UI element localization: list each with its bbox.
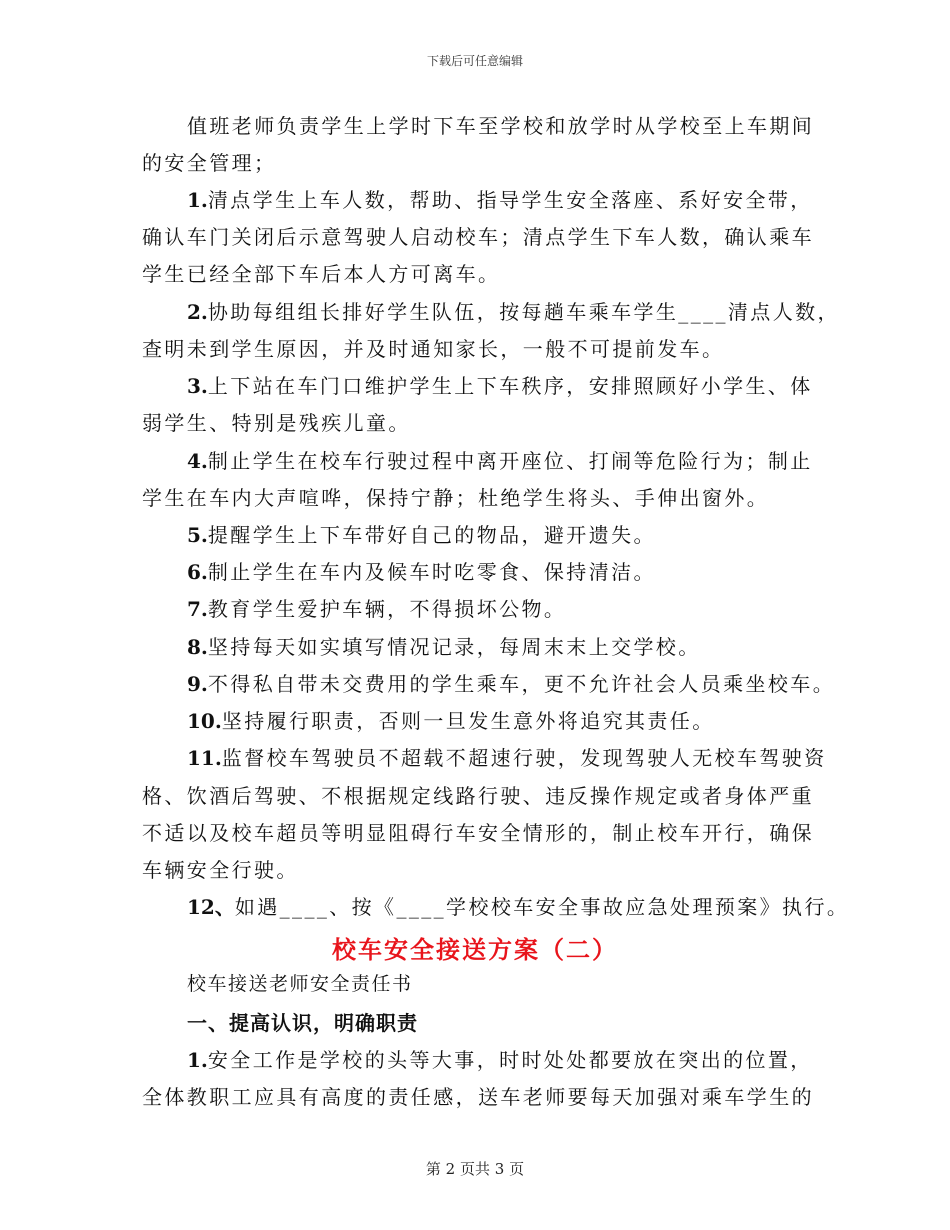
item-text: 坚持每天如实填写情况记录，每周末末上交学校。 — [207, 635, 701, 659]
paragraph-line: 不适以及校车超员等明显阻碍行车安全情形的，制止校车开行，确保 — [142, 821, 814, 845]
list-item-9 — [187, 672, 835, 696]
item-number: 9. — [187, 672, 208, 696]
item-text: 清点学生上车人数，帮助、指导学生安全落座、系好安全带， — [207, 188, 813, 212]
item-text: 安全工作是学校的头等大事，时时处处都要放在突出的位置， — [207, 1048, 813, 1072]
list-item-8 — [187, 635, 701, 659]
list-item-1 — [187, 188, 813, 212]
item-number: 3. — [187, 374, 208, 398]
paragraph-line: 查明未到学生原因，并及时通知家长，一般不可提前发车。 — [142, 337, 725, 361]
paragraph-line: 全体教职工应具有高度的责任感，送车老师要每天加强对乘车学生的 — [142, 1085, 814, 1109]
item-number: 7. — [187, 597, 208, 621]
page-header: 下载后可任意编辑 — [426, 54, 523, 68]
item-text: 教育学生爱护车辆，不得损坏公物。 — [207, 597, 567, 621]
page-footer: 第 2 页共 3 页 — [425, 1160, 525, 1178]
item-text: 监督校车驾驶员不超载不超速行驶，发现驾驶人无校车驾驶资 — [221, 746, 827, 770]
item-number: 1. — [187, 1048, 208, 1072]
item-text: 如遇____、按《____学校校车安全事故应急处理预案》执行。 — [234, 895, 850, 919]
item-number: 2. — [187, 300, 208, 324]
paragraph-line: 车辆安全行驶。 — [142, 858, 299, 882]
paragraph-line: 值班老师负责学生上学时下车至学校和放学时从学校至上车期间 — [187, 114, 815, 138]
list-item-last — [187, 1048, 813, 1072]
item-text: 协助每组组长排好学生队伍，按每趟车乘车学生____清点人数， — [207, 300, 840, 324]
paragraph-line: 学生已经全部下车后本人方可离车。 — [142, 262, 501, 286]
item-text: 不得私自带未交费用的学生乘车，更不允许社会人员乘坐校车。 — [207, 672, 836, 696]
section-heading: 一、提高认识，明确职责 — [187, 1011, 418, 1035]
paragraph-line: 格、饮酒后驾驶、不根据规定线路行驶、违反操作规定或者身体严重 — [142, 784, 814, 808]
item-number: 4. — [187, 449, 208, 473]
list-item-5 — [187, 523, 656, 547]
subtitle: 校车接送老师安全责任书 — [187, 973, 413, 995]
list-item-10 — [187, 709, 715, 733]
item-text: 坚持履行职责，否则一旦发生意外将追究其责任。 — [221, 709, 715, 733]
item-number: 11. — [187, 746, 222, 770]
paragraph-line: 学生在车内大声喧哗，保持宁静；杜绝学生将头、手伸出窗外。 — [142, 486, 770, 510]
item-text: 上下站在车门口维护学生上下车秩序，安排照顾好小学生、体 — [207, 374, 813, 398]
item-text: 提醒学生上下车带好自己的物品，避开遗失。 — [207, 523, 656, 547]
list-item-4 — [187, 449, 813, 473]
item-number: 12、 — [187, 895, 235, 919]
section-title: 校车安全接送方案（二） — [332, 935, 618, 964]
list-item-12 — [187, 895, 849, 919]
item-number: 1. — [187, 188, 208, 212]
list-item-6 — [187, 560, 656, 584]
item-number: 8. — [187, 635, 208, 659]
item-text: 制止学生在校车行驶过程中离开座位、打闹等危险行为；制止 — [207, 449, 813, 473]
list-item-11 — [187, 746, 827, 770]
item-number: 10. — [187, 709, 222, 733]
item-text: 制止学生在车内及候车时吃零食、保持清洁。 — [207, 560, 656, 584]
paragraph-line: 弱学生、特别是残疾儿童。 — [142, 411, 411, 435]
list-item-3 — [187, 374, 813, 398]
item-number: 5. — [187, 523, 208, 547]
list-item-2 — [187, 300, 840, 324]
paragraph-line: 确认车门关闭后示意驾驶人启动校车；清点学生下车人数，确认乘车 — [142, 225, 814, 249]
paragraph-line: 的安全管理； — [142, 151, 277, 175]
item-number: 6. — [187, 560, 208, 584]
list-item-7 — [187, 597, 566, 621]
